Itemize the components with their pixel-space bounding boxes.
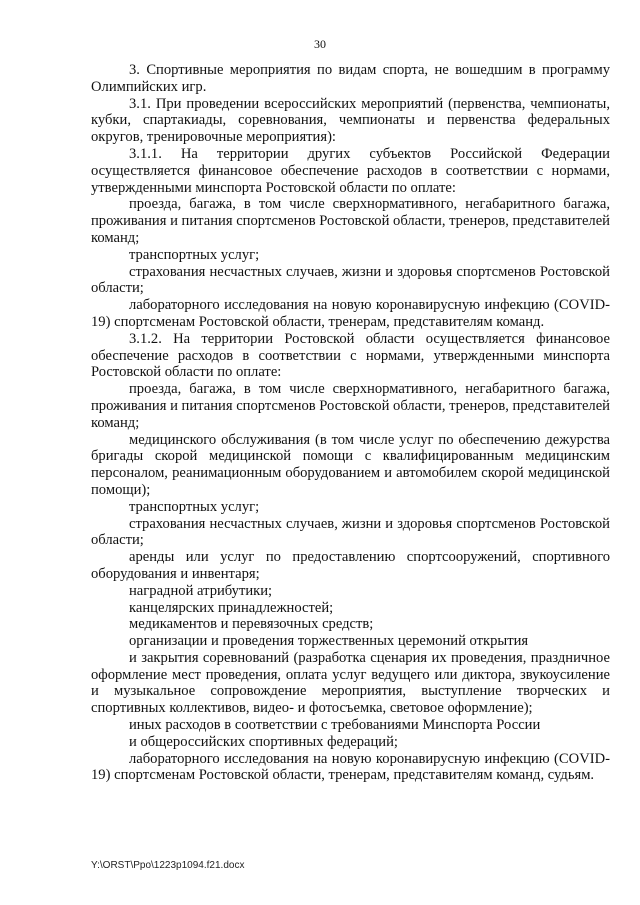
paragraph: транспортных услуг; (129, 246, 260, 263)
page-number: 30 (314, 37, 326, 51)
paragraph: наградной атрибутики; (129, 582, 273, 599)
paragraph: 3. Спортивные мероприятия по видам спорта, не вошедшим в программу Олимпийских игр. (91, 62, 610, 95)
paragraph: медицинского обслуживания (в том числе услуг по обеспечению дежурства бригады скорой медицинской помощи с квалифицированным медицинским персоналом, реанимационным оборудованием и автомобилем скорой медицинской помощи); (91, 431, 610, 498)
paragraph: лабораторного исследования на новую коронавирусную инфекцию (COVID-19) спортсменам Ростовской области, тренерам, представителям команд, судьям. (91, 750, 610, 784)
paragraph: канцелярских принадлежностей; (129, 599, 334, 616)
document-body (91, 62, 610, 784)
paragraph: 3.1.2. На территории Ростовской области осуществляется финансовое обеспечение расходов в соответствии с нормами, утвержденными минспорта Ростовской области по оплате: (91, 330, 610, 381)
paragraph: иных расходов в соответствии с требованиями Минспорта России (129, 717, 541, 734)
paragraph: и закрытия соревнований (разработка сценария их проведения, праздничное оформление мест проведения, оплата услуг ведущего или диктора, звукоусиление и музыкальное сопровождение мероприятия, выступление творческих и спортивных коллективов, видео- и фотосъемка, световое оформление); (91, 649, 610, 717)
paragraph: аренды или услуг по предоставлению спортсооружений, спортивного оборудования и инвентаря; (91, 549, 610, 582)
paragraph: проезда, багажа, в том числе сверхнормативного, негабаритного багажа, проживания и питания спортсменов Ростовской области, тренеров, представителей команд; (91, 196, 610, 246)
paragraph: страхования несчастных случаев, жизни и здоровья спортсменов Ростовской области; (91, 263, 610, 297)
paragraph: 3.1.1. На территории других субъектов Российской Федерации осуществляется финансовое обеспечение расходов в соответствии с нормами, утвержденными минспорта Ростовской области по оплате: (91, 145, 610, 196)
paragraph: лабораторного исследования на новую коронавирусную инфекцию (COVID-19) спортсменам Ростовской области, тренерам, представителям команд. (91, 297, 610, 330)
paragraph: 3.1. При проведении всероссийских мероприятий (первенства, чемпионаты, кубки, спартакиады, соревнования, чемпионаты и первенства федеральных округов, тренировочные мероприятия): (91, 95, 610, 146)
footer-file-path: Y:\ORST\Ppo\1223p1094.f21.docx (91, 860, 245, 871)
paragraph: и общероссийских спортивных федераций; (129, 733, 398, 750)
paragraph: медикаментов и перевязочных средств; (129, 616, 374, 633)
paragraph: организации и проведения торжественных церемоний открытия (129, 633, 529, 650)
paragraph: транспортных услуг; (129, 498, 260, 515)
paragraph: проезда, багажа, в том числе сверхнормативного, негабаритного багажа, проживания и питания спортсменов Ростовской области, тренеров, представителей команд; (91, 381, 610, 431)
paragraph: страхования несчастных случаев, жизни и здоровья спортсменов Ростовской области; (91, 515, 610, 549)
